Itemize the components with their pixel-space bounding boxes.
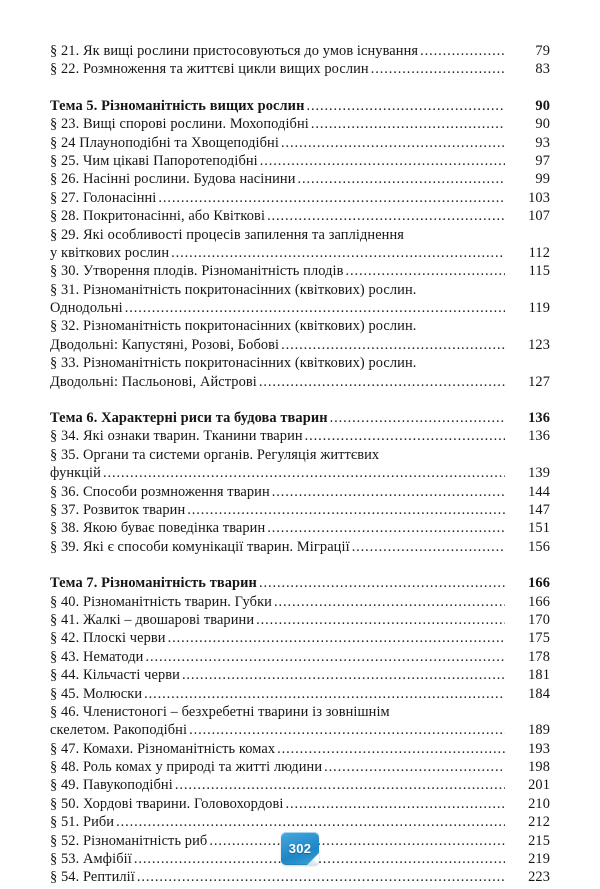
toc-leader-dots bbox=[298, 170, 505, 188]
toc-entry[interactable] bbox=[50, 795, 550, 813]
toc-page-number: 107 bbox=[528, 208, 550, 225]
toc-entry-title: § 25. Чим цікаві Папоротеподібні bbox=[50, 152, 258, 169]
toc-entry-title: Дводольні: Капустяні, Розові, Бобові bbox=[50, 336, 280, 353]
toc-entry-line bbox=[50, 593, 550, 611]
toc-page-number: 166 bbox=[528, 575, 550, 592]
toc-page-number: 175 bbox=[528, 630, 550, 647]
toc-entry-line bbox=[50, 740, 550, 758]
toc-leader-dots bbox=[145, 648, 505, 666]
toc-entry-title: § 37. Розвиток тварин bbox=[50, 501, 186, 518]
toc-entry[interactable] bbox=[50, 354, 550, 391]
toc-entry-line bbox=[50, 262, 550, 280]
toc-entry-line bbox=[50, 611, 550, 629]
toc-entry-title: § 33. Різноманітність покритонасінних (квіткових) рослин. bbox=[50, 355, 417, 372]
toc-entry-line bbox=[50, 501, 550, 519]
toc-leader-dots bbox=[311, 115, 505, 133]
toc-entry[interactable] bbox=[50, 446, 550, 483]
toc-page-number: 215 bbox=[528, 832, 550, 849]
toc-topic-heading[interactable] bbox=[50, 574, 550, 592]
toc-page-number: 201 bbox=[528, 777, 550, 794]
toc-entry-title: § 40. Різноманітність тварин. Губки bbox=[50, 593, 272, 610]
toc-entry[interactable] bbox=[50, 868, 550, 886]
toc-entry[interactable] bbox=[50, 758, 550, 776]
toc-entry-title: § 29. Які особливості процесів запилення та запліднення bbox=[50, 226, 405, 243]
toc-leader-dots bbox=[371, 60, 505, 78]
toc-entry[interactable] bbox=[50, 134, 550, 152]
toc-page-number: 144 bbox=[528, 483, 550, 500]
toc-entry-line bbox=[50, 703, 550, 721]
toc-leader-dots bbox=[274, 593, 505, 611]
toc-entry-line bbox=[50, 373, 550, 391]
toc-entry-line bbox=[50, 409, 550, 427]
toc-leader-dots bbox=[125, 299, 505, 317]
toc-entry-line bbox=[50, 666, 550, 684]
toc-leader-dots bbox=[182, 666, 505, 684]
toc-leader-dots bbox=[346, 262, 505, 280]
toc-leader-dots bbox=[116, 813, 505, 831]
toc-page-number: 189 bbox=[528, 722, 550, 739]
toc-entry-line bbox=[50, 648, 550, 666]
toc-leader-dots bbox=[306, 97, 505, 115]
toc-entry[interactable] bbox=[50, 740, 550, 758]
toc-page-number: 136 bbox=[528, 410, 550, 427]
toc-entry-title: § 44. Кільчасті черви bbox=[50, 667, 180, 684]
toc-entry[interactable] bbox=[50, 262, 550, 280]
toc-leader-dots bbox=[285, 795, 505, 813]
toc-entry[interactable] bbox=[50, 281, 550, 318]
toc-leader-dots bbox=[175, 776, 505, 794]
toc-entry-title: Однодольні bbox=[50, 300, 123, 317]
page-number-badge-label: 302 bbox=[288, 840, 312, 856]
toc-entry-line bbox=[50, 354, 550, 372]
toc-page-number: 156 bbox=[528, 538, 550, 555]
toc-entry[interactable] bbox=[50, 501, 550, 519]
toc-entry[interactable] bbox=[50, 189, 550, 207]
toc-leader-dots bbox=[420, 42, 505, 60]
toc-leader-dots bbox=[103, 464, 505, 482]
toc-page-number: 193 bbox=[528, 740, 550, 757]
toc-entry-title: § 36. Способи розмноження тварин bbox=[50, 483, 270, 500]
toc-entry-line bbox=[50, 226, 550, 244]
toc-entry-line bbox=[50, 42, 550, 60]
toc-entry-title: § 28. Покритонасінні, або Квіткові bbox=[50, 208, 266, 225]
toc-entry[interactable] bbox=[50, 813, 550, 831]
toc-entry-title: скелетом. Ракоподібні bbox=[50, 722, 188, 739]
toc-leader-dots bbox=[305, 427, 505, 445]
toc-leader-dots bbox=[352, 538, 505, 556]
toc-entry-title: § 34. Які ознаки тварин. Тканини тварин bbox=[50, 428, 303, 445]
toc-entry-title: § 52. Різноманітність риб bbox=[50, 832, 208, 849]
toc-entry-title: § 38. Якою буває поведінка тварин bbox=[50, 520, 266, 537]
toc-entry-line bbox=[50, 446, 550, 464]
toc-entry[interactable] bbox=[50, 685, 550, 703]
toc-entry[interactable] bbox=[50, 115, 550, 133]
toc-leader-dots bbox=[158, 189, 505, 207]
toc-leader-dots bbox=[277, 740, 505, 758]
toc-entry-title: § 51. Риби bbox=[50, 814, 115, 831]
toc-page-number: 223 bbox=[528, 869, 550, 886]
toc-leader-dots bbox=[330, 409, 505, 427]
toc-entry-title: § 35. Органи та системи органів. Регуляція життєвих bbox=[50, 446, 380, 463]
toc-page-number: 151 bbox=[528, 520, 550, 537]
toc-entry[interactable] bbox=[50, 170, 550, 188]
toc-entry-title: § 43. Нематоди bbox=[50, 648, 144, 665]
toc-entry-line bbox=[50, 336, 550, 354]
toc-entry-title: § 21. Як вищі рослини пристосовуються до умов існування bbox=[50, 43, 419, 59]
toc-entry-line bbox=[50, 244, 550, 262]
toc-leader-dots bbox=[281, 134, 505, 152]
toc-entry-line bbox=[50, 134, 550, 152]
toc-page-number: 83 bbox=[535, 61, 550, 78]
toc-page-number: 136 bbox=[528, 428, 550, 445]
toc-entry[interactable] bbox=[50, 152, 550, 170]
toc-leader-dots bbox=[281, 336, 505, 354]
toc-entry-title: у квіткових рослин bbox=[50, 244, 170, 261]
toc-topic-heading[interactable] bbox=[50, 409, 550, 427]
toc-entry-line bbox=[50, 519, 550, 537]
toc-entry[interactable] bbox=[50, 703, 550, 740]
toc-leader-dots bbox=[259, 574, 505, 592]
toc-page-number: 166 bbox=[528, 593, 550, 610]
toc-page-number: 112 bbox=[528, 244, 550, 261]
toc-entry[interactable] bbox=[50, 593, 550, 611]
toc-entry-line bbox=[50, 170, 550, 188]
toc-entry-line bbox=[50, 115, 550, 133]
toc-page-number: 115 bbox=[528, 263, 550, 280]
toc-page-number: 79 bbox=[535, 43, 550, 59]
toc-page-number: 178 bbox=[528, 648, 550, 665]
toc-page-number: 198 bbox=[528, 759, 550, 776]
toc-page-number: 93 bbox=[535, 134, 550, 151]
toc-entry-title: § 27. Голонасінні bbox=[50, 189, 157, 206]
toc-leader-dots bbox=[256, 611, 505, 629]
toc-entry-line bbox=[50, 538, 550, 556]
page-number-badge-container bbox=[0, 832, 600, 865]
toc-page-number: 210 bbox=[528, 795, 550, 812]
toc-entry-title: § 54. Рептилії bbox=[50, 869, 135, 886]
toc-entry-line bbox=[50, 776, 550, 794]
toc-entry-title: функцій bbox=[50, 465, 101, 482]
toc-leader-dots bbox=[259, 373, 505, 391]
toc-entry[interactable] bbox=[50, 776, 550, 794]
toc-page-number: 139 bbox=[528, 465, 550, 482]
toc-entry-title: § 22. Розмноження та життєві цикли вищих рослин bbox=[50, 61, 369, 78]
toc-leader-dots bbox=[189, 721, 505, 739]
toc-entry[interactable] bbox=[50, 629, 550, 647]
toc-entry-line bbox=[50, 281, 550, 299]
toc-page-number: 184 bbox=[528, 685, 550, 702]
toc-entry-line bbox=[50, 574, 550, 592]
toc-entry-title: § 53. Амфібії bbox=[50, 851, 132, 868]
toc-entry-title: § 49. Павукоподібні bbox=[50, 777, 173, 794]
toc-page-number: 147 bbox=[528, 501, 550, 518]
page-number-badge bbox=[281, 832, 319, 865]
toc-entry-line bbox=[50, 464, 550, 482]
toc-entry[interactable] bbox=[50, 60, 550, 78]
toc-entry-line bbox=[50, 758, 550, 776]
toc-entry-line bbox=[50, 868, 550, 886]
toc-entry[interactable] bbox=[50, 317, 550, 354]
toc-page-number: 181 bbox=[528, 667, 550, 684]
toc-entry-line bbox=[50, 685, 550, 703]
toc-entry-title: § 31. Різноманітність покритонасінних (квіткових) рослин. bbox=[50, 281, 417, 298]
toc-entry-line bbox=[50, 427, 550, 445]
toc-page-number: 212 bbox=[528, 814, 550, 831]
toc-topic-heading[interactable] bbox=[50, 97, 550, 115]
toc-entry[interactable] bbox=[50, 226, 550, 263]
toc-entry-title: § 50. Хордові тварини. Головохордові bbox=[50, 795, 284, 812]
toc-page-number: 103 bbox=[528, 189, 550, 206]
toc-entry-line bbox=[50, 721, 550, 739]
toc-page-number: 97 bbox=[535, 152, 550, 169]
toc-page-number: 90 bbox=[535, 97, 550, 114]
toc-page-number: 99 bbox=[535, 171, 550, 188]
toc-page-number: 219 bbox=[528, 851, 550, 868]
toc-entry[interactable] bbox=[50, 648, 550, 666]
toc-entry[interactable] bbox=[50, 42, 550, 60]
toc-leader-dots bbox=[144, 685, 505, 703]
toc-entry-title: § 26. Насінні рослини. Будова насінини bbox=[50, 171, 296, 188]
toc-page-number: 119 bbox=[528, 300, 550, 317]
toc-entry-line bbox=[50, 813, 550, 831]
toc-entry-line bbox=[50, 795, 550, 813]
toc-entry-title: § 45. Молюски bbox=[50, 685, 143, 702]
toc-leader-dots bbox=[171, 244, 505, 262]
toc-entry-title: § 42. Плоскі черви bbox=[50, 630, 166, 647]
toc-entry-line bbox=[50, 317, 550, 335]
toc-entry-line bbox=[50, 629, 550, 647]
toc-leader-dots bbox=[267, 207, 505, 225]
toc-entry-title: § 48. Роль комах у природі та житті людини bbox=[50, 759, 323, 776]
toc-leader-dots bbox=[168, 629, 505, 647]
toc-entry-line bbox=[50, 299, 550, 317]
toc-page-number: 127 bbox=[528, 373, 550, 390]
toc-entry-title: § 39. Які є способи комунікації тварин. Міграції bbox=[50, 538, 350, 555]
toc-entry-line bbox=[50, 152, 550, 170]
toc-entry-title: § 46. Членистоногі – безхребетні тварини із зовнішнім bbox=[50, 703, 390, 720]
toc-entry-title: § 47. Комахи. Різноманітність комах bbox=[50, 740, 276, 757]
toc-page-number: 170 bbox=[528, 611, 550, 628]
toc-entry-line bbox=[50, 60, 550, 78]
toc-leader-dots bbox=[324, 758, 505, 776]
toc-entry-title: Тема 6. Характерні риси та будова тварин bbox=[50, 410, 328, 427]
toc-entry[interactable] bbox=[50, 483, 550, 501]
toc-leader-dots bbox=[187, 501, 505, 519]
toc-entry-title: § 41. Жалкі – двошарові тварини bbox=[50, 611, 255, 628]
toc-entry[interactable] bbox=[50, 519, 550, 537]
toc-entry-line bbox=[50, 483, 550, 501]
toc-entry[interactable] bbox=[50, 611, 550, 629]
toc-leader-dots bbox=[137, 868, 505, 886]
toc-entry-title: Тема 7. Різноманітність тварин bbox=[50, 575, 257, 592]
toc-entry-title: § 23. Вищі спорові рослини. Мохоподібні bbox=[50, 116, 309, 133]
toc-entry[interactable] bbox=[50, 207, 550, 225]
toc-entry-title: Тема 5. Різноманітність вищих рослин bbox=[50, 97, 305, 114]
toc-leader-dots bbox=[260, 152, 505, 170]
toc-entry[interactable] bbox=[50, 427, 550, 445]
toc-entry[interactable] bbox=[50, 538, 550, 556]
toc-entry-title: § 30. Утворення плодів. Різноманітність плодів bbox=[50, 263, 344, 280]
toc-leader-dots bbox=[267, 519, 505, 537]
toc-entry-title: § 24 Плауноподібні та Хвощеподібні bbox=[50, 134, 279, 151]
toc-entry-list bbox=[50, 42, 550, 887]
toc-entry-line bbox=[50, 207, 550, 225]
toc-entry-title: § 32. Різноманітність покритонасінних (квіткових) рослин. bbox=[50, 318, 417, 335]
toc-page-number: 123 bbox=[528, 336, 550, 353]
toc-entry-line bbox=[50, 189, 550, 207]
toc-entry[interactable] bbox=[50, 666, 550, 684]
toc-entry-line bbox=[50, 97, 550, 115]
toc-leader-dots bbox=[272, 483, 505, 501]
toc-entry-title: Дводольні: Пасльонові, Айстрові bbox=[50, 373, 257, 390]
toc-page-number: 90 bbox=[535, 116, 550, 133]
